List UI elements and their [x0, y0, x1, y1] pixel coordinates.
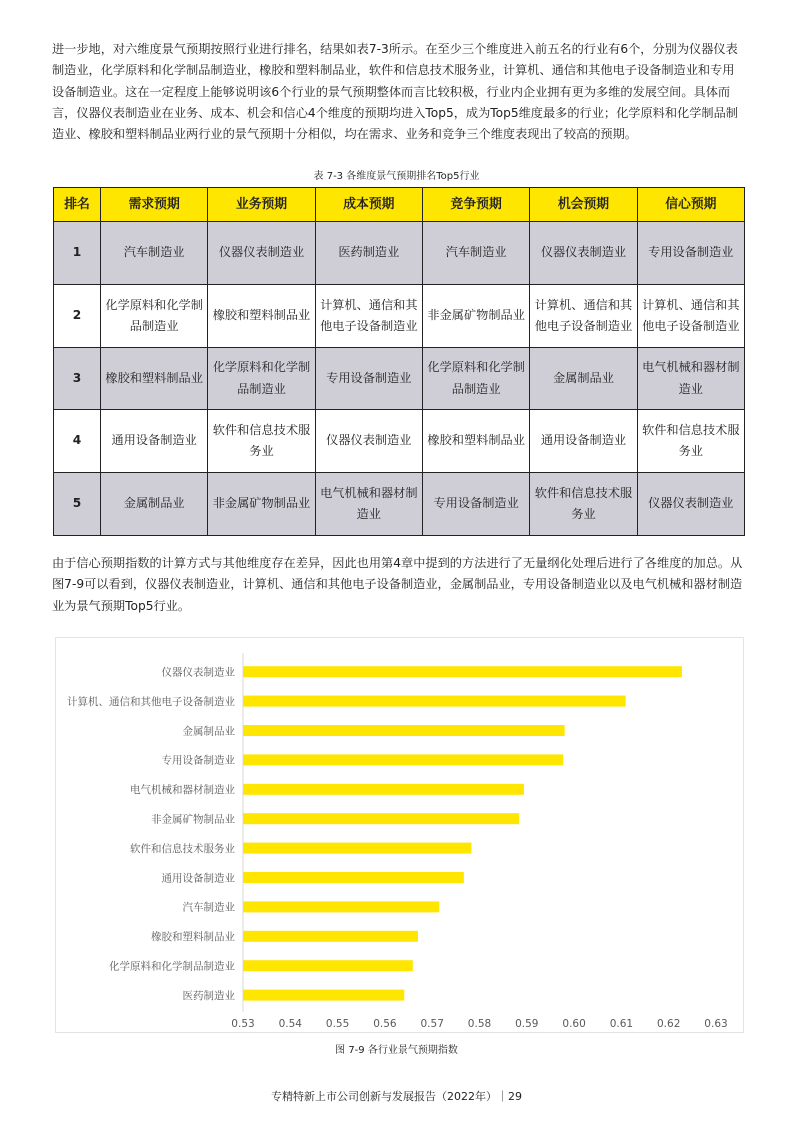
category-label: 软件和信息技术服务业 — [130, 842, 235, 855]
bar — [243, 872, 464, 883]
x-tick-label: 0.60 — [562, 1017, 586, 1030]
table-cell: 专用设备制造业 — [637, 222, 744, 285]
header-confidence: 信心预期 — [637, 188, 744, 222]
table-cell: 软件和信息技术服务业 — [530, 473, 637, 536]
table-cell: 橡胶和塑料制品业 — [101, 348, 208, 410]
table-cell: 软件和信息技术服务业 — [637, 410, 744, 473]
figure-caption: 图 7-9 各行业景气预期指数 — [335, 1045, 458, 1056]
x-tick-label: 0.59 — [515, 1017, 539, 1030]
table-cell: 通用设备制造业 — [101, 410, 208, 473]
table-row — [54, 222, 745, 285]
header-demand: 需求预期 — [101, 188, 208, 222]
header-competition: 竞争预期 — [422, 188, 529, 222]
table-cell: 通用设备制造业 — [530, 410, 637, 473]
table-cell: 电气机械和器材制造业 — [637, 348, 744, 410]
x-tick-label: 0.57 — [420, 1017, 444, 1030]
header-cost: 成本预期 — [315, 188, 422, 222]
x-tick-label: 0.63 — [704, 1017, 728, 1030]
table-cell: 橡胶和塑料制品业 — [208, 285, 315, 348]
bar — [243, 901, 439, 912]
table-cell: 计算机、通信和其他电子设备制造业 — [530, 285, 637, 348]
x-tick-label: 0.62 — [657, 1017, 681, 1030]
x-tick-label: 0.53 — [231, 1017, 255, 1030]
table-cell: 化学原料和化学制品制造业 — [422, 348, 529, 410]
category-label: 化学原料和化学制品制造业 — [109, 960, 235, 973]
table-cell: 仪器仪表制造业 — [208, 222, 315, 285]
table-cell: 汽车制造业 — [101, 222, 208, 285]
x-tick-label: 0.61 — [609, 1017, 634, 1030]
bar — [243, 725, 565, 736]
table-cell: 橡胶和塑料制品业 — [422, 410, 529, 473]
page-footer: 专精特新上市公司创新与发展报告（2022年）｜29 — [271, 1090, 522, 1103]
table-cell: 计算机、通信和其他电子设备制造业 — [315, 285, 422, 348]
table-caption: 表 7-3 各维度景气预期排名Top5行业 — [313, 171, 480, 182]
table-header-row — [54, 188, 745, 222]
table-cell: 专用设备制造业 — [422, 473, 529, 536]
intro-paragraph: 进一步地，对六维度景气预期按照行业进行排名，结果如表7-3所示。在至少三个维度进入前五名的行业有6个，分别为仪器仪表制造业，化学原料和化学制品制造业，橡胶和塑料制品业，软件和信息技术服务业，计算机、通信和其他电子设备制造业和专用设备制造业。这在一定程度上能够说明该6个行业的景气预期整体而言比较积极，行业内企业拥有更为多维的发展空间。具体而言，仪器仪表制造业在业务、成本、机会和信心4个维度的预期均进入Top5，成为Top5维度最多的行业；化学原料和化学制品制造业、橡胶和塑料制品业两行业的景气预期十分相似，均在需求、业务和竞争三个维度表现出了较高的预期。 — [52, 42, 738, 142]
header-rank: 排名 — [54, 188, 101, 222]
table-cell: 仪器仪表制造业 — [530, 222, 637, 285]
bar — [243, 813, 519, 824]
category-label: 汽车制造业 — [182, 901, 235, 914]
table-cell: 电气机械和器材制造业 — [315, 473, 422, 536]
bar — [243, 696, 626, 707]
ranking-table — [53, 187, 745, 536]
table-cell: 金属制品业 — [530, 348, 637, 410]
x-tick-label: 0.55 — [325, 1017, 350, 1030]
x-tick-label: 0.56 — [373, 1017, 397, 1030]
rank-cell: 1 — [54, 222, 101, 285]
bar — [243, 960, 413, 971]
category-label: 计算机、通信和其他电子设备制造业 — [67, 695, 235, 708]
chart-intro-paragraph: 由于信心预期指数的计算方式与其他维度存在差异，因此也用第4章中提到的方法进行了无量纲化处理后进行了各维度的加总。从图7-9可以看到，仪器仪表制造业，计算机、通信和其他电子设备制造业，金属制品业，专用设备制造业以及电气机械和器材制造业为景气预期Top5行业。 — [52, 556, 743, 613]
header-business: 业务预期 — [208, 188, 315, 222]
bar — [243, 990, 404, 1001]
table-row — [54, 410, 745, 473]
bar — [243, 931, 418, 942]
table-cell: 汽车制造业 — [422, 222, 529, 285]
category-label: 橡胶和塑料制品业 — [151, 931, 235, 944]
category-label: 仪器仪表制造业 — [161, 666, 235, 679]
table-row — [54, 473, 745, 536]
header-opportunity: 机会预期 — [530, 188, 637, 222]
table-cell: 金属制品业 — [101, 473, 208, 536]
table-cell: 医药制造业 — [315, 222, 422, 285]
rank-cell: 2 — [54, 285, 101, 348]
table-cell: 仪器仪表制造业 — [637, 473, 744, 536]
category-label: 医药制造业 — [182, 989, 235, 1002]
table-row — [54, 348, 745, 410]
table-cell: 化学原料和化学制品制造业 — [208, 348, 315, 410]
category-label: 非金属矿物制品业 — [151, 813, 235, 826]
category-label: 专用设备制造业 — [161, 754, 235, 767]
rank-cell: 5 — [54, 473, 101, 536]
table-cell: 化学原料和化学制品制造业 — [101, 285, 208, 348]
table-row — [54, 285, 745, 348]
bar-chart-svg — [56, 638, 745, 1034]
category-label: 通用设备制造业 — [161, 872, 235, 885]
category-label: 电气机械和器材制造业 — [130, 784, 235, 797]
table-cell: 软件和信息技术服务业 — [208, 410, 315, 473]
table-cell: 非金属矿物制品业 — [208, 473, 315, 536]
category-label: 金属制品业 — [182, 725, 235, 738]
table-cell: 仪器仪表制造业 — [315, 410, 422, 473]
table-cell: 计算机、通信和其他电子设备制造业 — [637, 285, 744, 348]
bar-chart — [55, 637, 744, 1033]
x-tick-label: 0.54 — [278, 1017, 302, 1030]
rank-cell: 3 — [54, 348, 101, 410]
bar — [243, 784, 524, 795]
bar — [243, 843, 471, 854]
table-cell: 非金属矿物制品业 — [422, 285, 529, 348]
table-cell: 专用设备制造业 — [315, 348, 422, 410]
rank-cell: 4 — [54, 410, 101, 473]
bar — [243, 754, 563, 765]
bar — [243, 666, 682, 677]
x-tick-label: 0.58 — [467, 1017, 492, 1030]
